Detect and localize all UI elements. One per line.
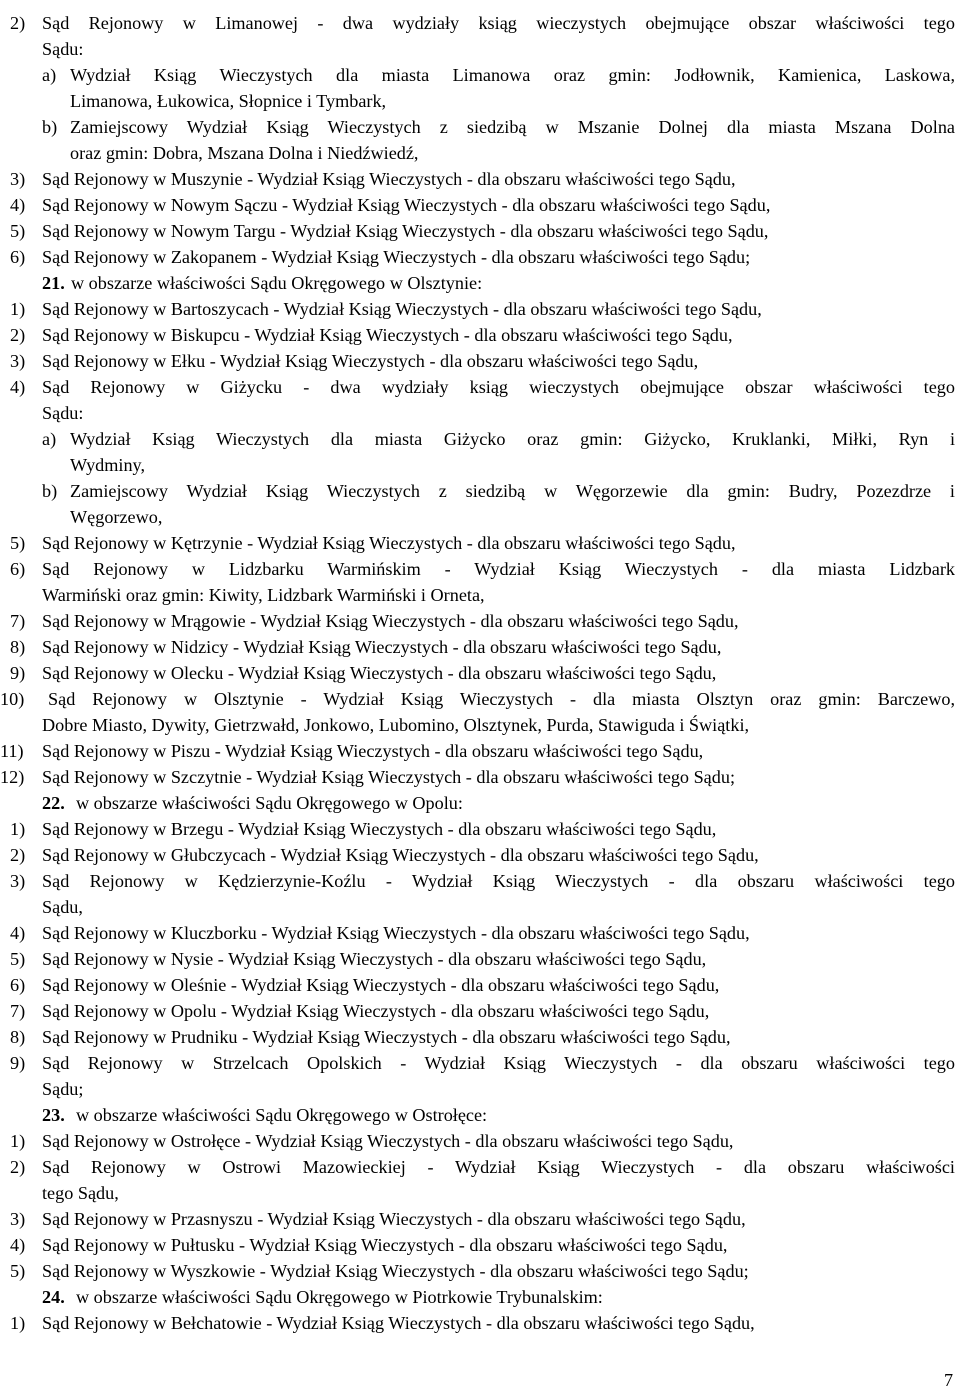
- text-line: [0, 998, 960, 1024]
- item-number: a): [42, 65, 57, 85]
- item-number: 4): [10, 923, 26, 943]
- item-text: Sąd Rejonowy w Kluczborku - Wydział Ksiąg Wieczystych - dla obszaru właściwości tego Sądu,: [42, 923, 750, 943]
- text-line: [0, 10, 960, 36]
- text-line: [0, 1128, 960, 1154]
- item-number: a): [42, 429, 57, 449]
- section-number: 24.: [42, 1287, 65, 1307]
- item-text: Sąd Rejonowy w Ostrołęce - Wydział Ksiąg Wieczystych - dla obszaru właściwości tego Sądu,: [42, 1131, 734, 1151]
- text-line: [0, 530, 960, 556]
- item-text: Sądu,: [42, 897, 83, 917]
- text-line: [0, 738, 960, 764]
- text-line: [0, 62, 960, 88]
- item-number: 3): [10, 351, 26, 371]
- text-line: [0, 478, 960, 504]
- item-text: Sąd Rejonowy w Ostrowi Mazowieckiej - Wydział Ksiąg Wieczystych - dla obszaru właściwości: [42, 1157, 955, 1177]
- item-text: Sąd Rejonowy w Szczytnie - Wydział Ksiąg Wieczystych - dla obszaru właściwości tego Sądu;: [42, 767, 735, 787]
- text-line: [0, 374, 960, 400]
- item-text: Sąd Rejonowy w Mrągowie - Wydział Ksiąg Wieczystych - dla obszaru właściwości tego Sądu,: [42, 611, 739, 631]
- text-line: [0, 1024, 960, 1050]
- item-number: 9): [10, 1053, 26, 1073]
- item-number: 4): [10, 377, 26, 397]
- item-number: 5): [10, 221, 26, 241]
- text-line: [0, 192, 960, 218]
- item-number: 1): [10, 1313, 26, 1333]
- section-number: 21.: [42, 273, 65, 293]
- text-line: [0, 894, 960, 920]
- text-line: [0, 400, 960, 426]
- item-text: Węgorzewo,: [70, 507, 163, 527]
- text-line: [0, 1050, 960, 1076]
- item-number: 11): [0, 741, 24, 761]
- text-line: [0, 1232, 960, 1258]
- item-text: Sąd Rejonowy w Nowym Sączu - Wydział Ksiąg Wieczystych - dla obszaru właściwości tego Sądu,: [42, 195, 771, 215]
- item-text: Sąd Rejonowy w Kętrzynie - Wydział Ksiąg Wieczystych - dla obszaru właściwości tego Sądu,: [42, 533, 736, 553]
- item-number: 8): [10, 637, 26, 657]
- item-number: 4): [10, 1235, 26, 1255]
- item-text: Sąd Rejonowy w Biskupcu - Wydział Ksiąg Wieczystych - dla obszaru właściwości tego Sądu,: [42, 325, 733, 345]
- text-line: [0, 1154, 960, 1180]
- item-text: Sąd Rejonowy w Opolu - Wydział Ksiąg Wieczystych - dla obszaru właściwości tego Sądu,: [42, 1001, 710, 1021]
- text-line: [0, 842, 960, 868]
- text-line: [0, 712, 960, 738]
- item-text: Zamiejscowy Wydział Ksiąg Wieczystych z siedzibą w Mszanie Dolnej dla miasta Mszana Dolna: [70, 117, 955, 137]
- item-number: 7): [10, 1001, 26, 1021]
- item-number: 2): [10, 325, 26, 345]
- text-line: [0, 114, 960, 140]
- item-text: Sąd Rejonowy w Nysie - Wydział Ksiąg Wieczystych - dla obszaru właściwości tego Sądu,: [42, 949, 707, 969]
- item-number: 5): [10, 533, 26, 553]
- text-line: [0, 764, 960, 790]
- item-number: 5): [10, 949, 26, 969]
- item-number: 3): [10, 871, 26, 891]
- text-line: [0, 218, 960, 244]
- item-text: Zamiejscowy Wydział Ksiąg Wieczystych z siedzibą w Węgorzewie dla gmin: Budry, Pozezdrze i: [70, 481, 955, 501]
- text-line: [0, 582, 960, 608]
- text-line: [0, 1258, 960, 1284]
- section-number: 22.: [42, 793, 65, 813]
- item-text: Sąd Rejonowy w Głubczycach - Wydział Ksiąg Wieczystych - dla obszaru właściwości tego Sądu,: [42, 845, 759, 865]
- item-text: Sąd Rejonowy w Prudniku - Wydział Ksiąg Wieczystych - dla obszaru właściwości tego Sądu,: [42, 1027, 731, 1047]
- text-line: [0, 1310, 960, 1336]
- item-text: Sąd Rejonowy w Oleśnie - Wydział Ksiąg Wieczystych - dla obszaru właściwości tego Sądu,: [42, 975, 720, 995]
- item-text: Sąd Rejonowy w Strzelcach Opolskich - Wydział Ksiąg Wieczystych - dla obszaru właściwości tego: [42, 1053, 955, 1073]
- item-text: Sądu:: [42, 403, 84, 423]
- item-number: 7): [10, 611, 26, 631]
- text-line: [0, 972, 960, 998]
- text-line: [0, 452, 960, 478]
- section-heading-text: w obszarze właściwości Sądu Okręgowego w Olsztynie:: [71, 273, 483, 293]
- item-number: 12): [0, 767, 25, 787]
- item-text: Sąd Rejonowy w Bełchatowie - Wydział Ksiąg Wieczystych - dla obszaru właściwości tego Sądu,: [42, 1313, 755, 1333]
- text-line: [0, 1076, 960, 1102]
- item-number: 1): [10, 1131, 26, 1151]
- item-text: Sąd Rejonowy w Muszynie - Wydział Ksiąg Wieczystych - dla obszaru właściwości tego Sądu,: [42, 169, 736, 189]
- text-line: [0, 634, 960, 660]
- item-text: Sąd Rejonowy w Olsztynie - Wydział Ksiąg Wieczystych - dla miasta Olsztyn oraz gmin: Barczewo,: [48, 689, 955, 709]
- item-text: Sąd Rejonowy w Piszu - Wydział Ksiąg Wieczystych - dla obszaru właściwości tego Sądu,: [42, 741, 704, 761]
- item-number: 2): [10, 1157, 26, 1177]
- text-line: [0, 946, 960, 972]
- text-line: [0, 166, 960, 192]
- item-text: Sąd Rejonowy w Przasnyszu - Wydział Ksiąg Wieczystych - dla obszaru właściwości tego Sądu,: [42, 1209, 746, 1229]
- text-line: [0, 686, 960, 712]
- section-heading-text: w obszarze właściwości Sądu Okręgowego w Piotrkowie Trybunalskim:: [76, 1287, 603, 1307]
- item-text: Sądu:: [42, 39, 84, 59]
- item-text: Wydział Ksiąg Wieczystych dla miasta Giżycko oraz gmin: Giżycko, Kruklanki, Miłki, Ryn i: [70, 429, 955, 449]
- item-text: tego Sądu,: [42, 1183, 119, 1203]
- item-text: Sąd Rejonowy w Nowym Targu - Wydział Ksiąg Wieczystych - dla obszaru właściwości tego Sądu,: [42, 221, 769, 241]
- item-text: Sąd Rejonowy w Zakopanem - Wydział Ksiąg Wieczystych - dla obszaru właściwości tego Sądu;: [42, 247, 751, 267]
- item-text: Sąd Rejonowy w Olecku - Wydział Ksiąg Wieczystych - dla obszaru właściwości tego Sądu,: [42, 663, 717, 683]
- text-line: [0, 790, 960, 816]
- item-number: 1): [10, 819, 26, 839]
- text-line: [0, 426, 960, 452]
- item-text: Sąd Rejonowy w Nidzicy - Wydział Ksiąg Wieczystych - dla obszaru właściwości tego Sądu,: [42, 637, 722, 657]
- item-number: 9): [10, 663, 26, 683]
- text-line: [0, 556, 960, 582]
- item-number: 2): [10, 845, 26, 865]
- text-line: [0, 868, 960, 894]
- text-line: [0, 504, 960, 530]
- text-line: [0, 660, 960, 686]
- item-text: Dobre Miasto, Dywity, Gietrzwałd, Jonkowo, Lubomino, Olsztynek, Purda, Stawiguda i Świątki,: [42, 715, 750, 735]
- section-heading-text: w obszarze właściwości Sądu Okręgowego w Opolu:: [76, 793, 463, 813]
- item-text: Sąd Rejonowy w Bartoszycach - Wydział Ksiąg Wieczystych - dla obszaru właściwości tego Sądu,: [42, 299, 762, 319]
- item-text: Limanowa, Łukowica, Słopnice i Tymbark,: [70, 91, 387, 111]
- item-text: Warmiński oraz gmin: Kiwity, Lidzbark Warmiński i Orneta,: [42, 585, 485, 605]
- text-line: [0, 36, 960, 62]
- item-number: b): [42, 481, 58, 501]
- text-line: [0, 1180, 960, 1206]
- text-line: [0, 348, 960, 374]
- item-number: 8): [10, 1027, 26, 1047]
- section-number: 23.: [42, 1105, 65, 1125]
- text-line: [0, 140, 960, 166]
- item-text: Sąd Rejonowy w Kędzierzynie-Koźlu - Wydział Ksiąg Wieczystych - dla obszaru właściwości tego: [42, 871, 955, 891]
- item-number: 5): [10, 1261, 26, 1281]
- item-text: Sąd Rejonowy w Wyszkowie - Wydział Ksiąg Wieczystych - dla obszaru właściwości tego Sądu;: [42, 1261, 749, 1281]
- item-text: oraz gmin: Dobra, Mszana Dolna i Niedźwiedź,: [70, 143, 419, 163]
- item-text: Sąd Rejonowy w Limanowej - dwa wydziały ksiąg wieczystych obejmujące obszar właściwości tego: [42, 13, 955, 33]
- text-line: [0, 322, 960, 348]
- text-line: [0, 270, 960, 296]
- text-line: [0, 1284, 960, 1310]
- item-text: Sąd Rejonowy w Giżycku - dwa wydziały ksiąg wieczystych obejmujące obszar właściwości tego: [42, 377, 955, 397]
- text-line: [0, 1206, 960, 1232]
- text-line: [0, 920, 960, 946]
- item-number: 6): [10, 975, 26, 995]
- item-number: 6): [10, 559, 26, 579]
- text-line: [0, 88, 960, 114]
- item-text: Sąd Rejonowy w Ełku - Wydział Ksiąg Wieczystych - dla obszaru właściwości tego Sądu,: [42, 351, 699, 371]
- item-text: Sąd Rejonowy w Brzegu - Wydział Ksiąg Wieczystych - dla obszaru właściwości tego Sądu,: [42, 819, 717, 839]
- item-text: Wydminy,: [70, 455, 146, 475]
- text-line: [0, 1102, 960, 1128]
- item-number: 4): [10, 195, 26, 215]
- page-number: 7: [944, 1370, 954, 1390]
- item-number: 6): [10, 247, 26, 267]
- item-number: 3): [10, 169, 26, 189]
- item-number: 10): [0, 689, 25, 709]
- item-number: 2): [10, 13, 26, 33]
- item-text: Sądu;: [42, 1079, 84, 1099]
- text-line: [0, 816, 960, 842]
- text-line: [0, 296, 960, 322]
- item-text: Wydział Ksiąg Wieczystych dla miasta Limanowa oraz gmin: Jodłownik, Kamienica, Laskowa,: [70, 65, 955, 85]
- text-line: [0, 244, 960, 270]
- item-number: b): [42, 117, 58, 137]
- item-text: Sąd Rejonowy w Lidzbarku Warmińskim - Wydział Ksiąg Wieczystych - dla miasta Lidzbark: [42, 559, 955, 579]
- item-number: 1): [10, 299, 26, 319]
- item-number: 3): [10, 1209, 26, 1229]
- text-line: [0, 608, 960, 634]
- item-text: Sąd Rejonowy w Pułtusku - Wydział Ksiąg Wieczystych - dla obszaru właściwości tego Sądu,: [42, 1235, 728, 1255]
- section-heading-text: w obszarze właściwości Sądu Okręgowego w Ostrołęce:: [76, 1105, 488, 1125]
